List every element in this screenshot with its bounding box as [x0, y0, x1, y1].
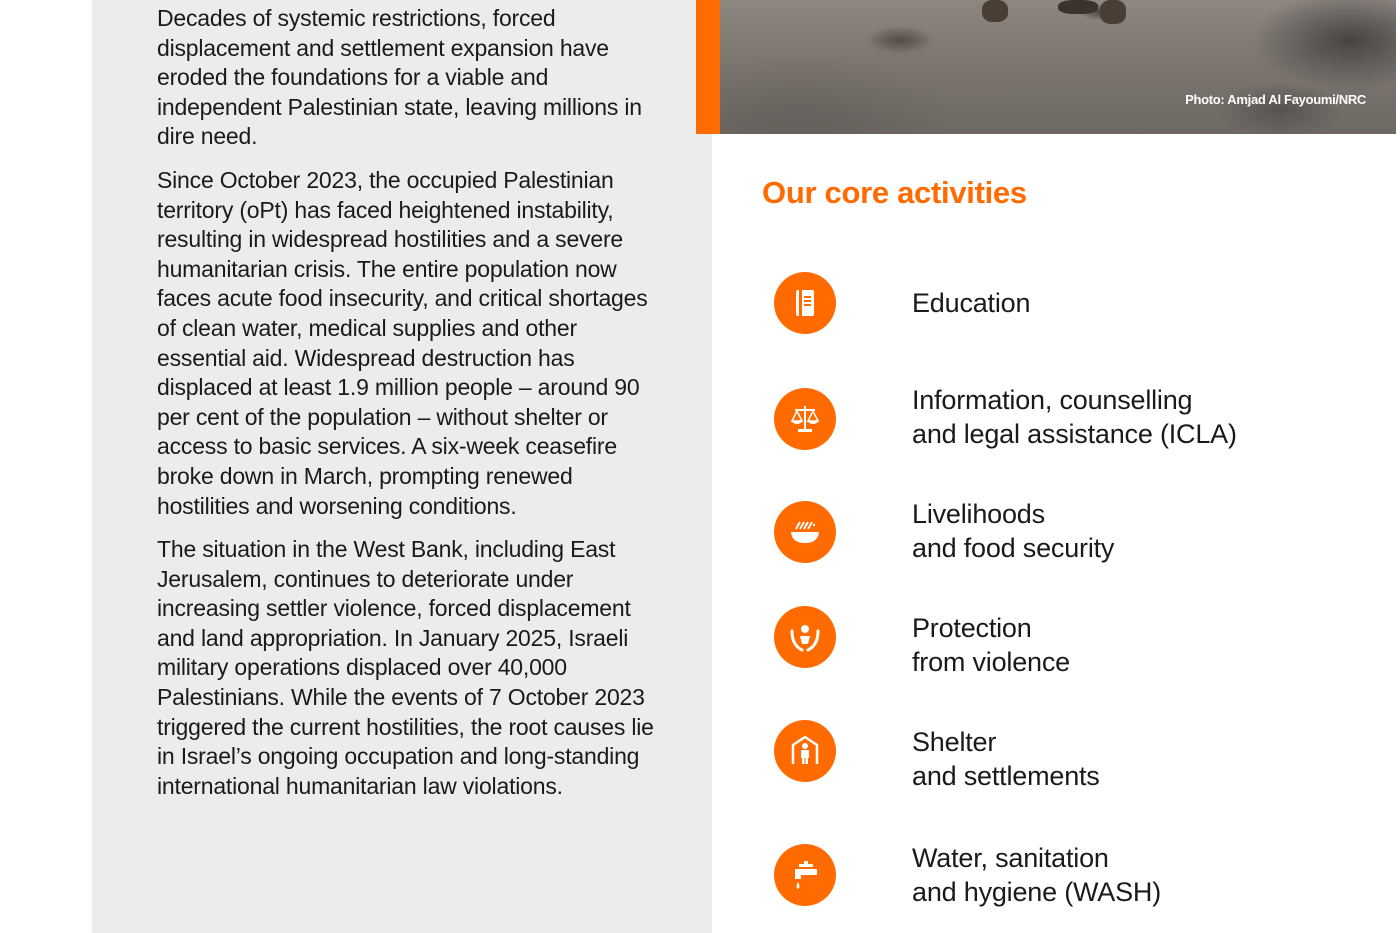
activity-label: Information, counselling and legal assistance (ICLA)	[912, 385, 1237, 449]
protection-hands-icon	[774, 606, 836, 668]
food-bowl-icon	[774, 501, 836, 563]
activity-label: Education	[912, 288, 1031, 318]
photo-foot-shape	[1100, 0, 1126, 24]
header-photo	[720, 0, 1396, 134]
intro-paragraph-3: The situation in the West Bank, including East Jerusalem, continues to deteriorate under increasing settler violence, forced displacement and land appropriation. In January 2025, Israeli military operations displaced over 40,000 Palestinians. While the events of 7 October 2023 triggered the current hostilities, the root causes lie in Israel’s ongoing occupation and long-standing international humanitarian law violations.	[157, 536, 654, 799]
intro-text	[157, 4, 657, 815]
intro-paragraph-1: Decades of systemic restrictions, forced displacement and settlement expansion have eroded the foundations for a viable and independent Palestinian state, leaving millions in dire need.	[157, 5, 642, 150]
section-title: Our core activities	[762, 175, 1027, 210]
activity-label: Water, sanitation and hygiene (WASH)	[912, 843, 1162, 907]
photo-credit: Photo: Amjad Al Fayoumi/NRC	[1185, 92, 1366, 107]
photo-accent-bar	[696, 0, 720, 134]
photo-foot-shape	[1058, 0, 1098, 14]
photo-foot-shape	[982, 0, 1008, 22]
book-icon	[774, 272, 836, 334]
water-tap-icon	[774, 844, 836, 906]
intro-paragraph-2: Since October 2023, the occupied Palestinian territory (oPt) has faced heightened instability, resulting in widespread hostilities and a severe humanitarian crisis. The entire population now faces acute food insecurity, and critical shortages of clean water, medical supplies and other essential aid. Widespread destruction has displaced at least 1.9 million people – around 90 per cent of the population – without shelter or access to basic services. A six-week ceasefire broke down in March, prompting renewed hostilities and worsening conditions.	[157, 166, 648, 519]
activity-label: Livelihoods and food security	[912, 499, 1115, 563]
scales-icon	[774, 388, 836, 450]
activity-label: Protection from violence	[912, 613, 1070, 677]
shelter-icon	[774, 720, 836, 782]
activity-label: Shelter and settlements	[912, 727, 1100, 791]
